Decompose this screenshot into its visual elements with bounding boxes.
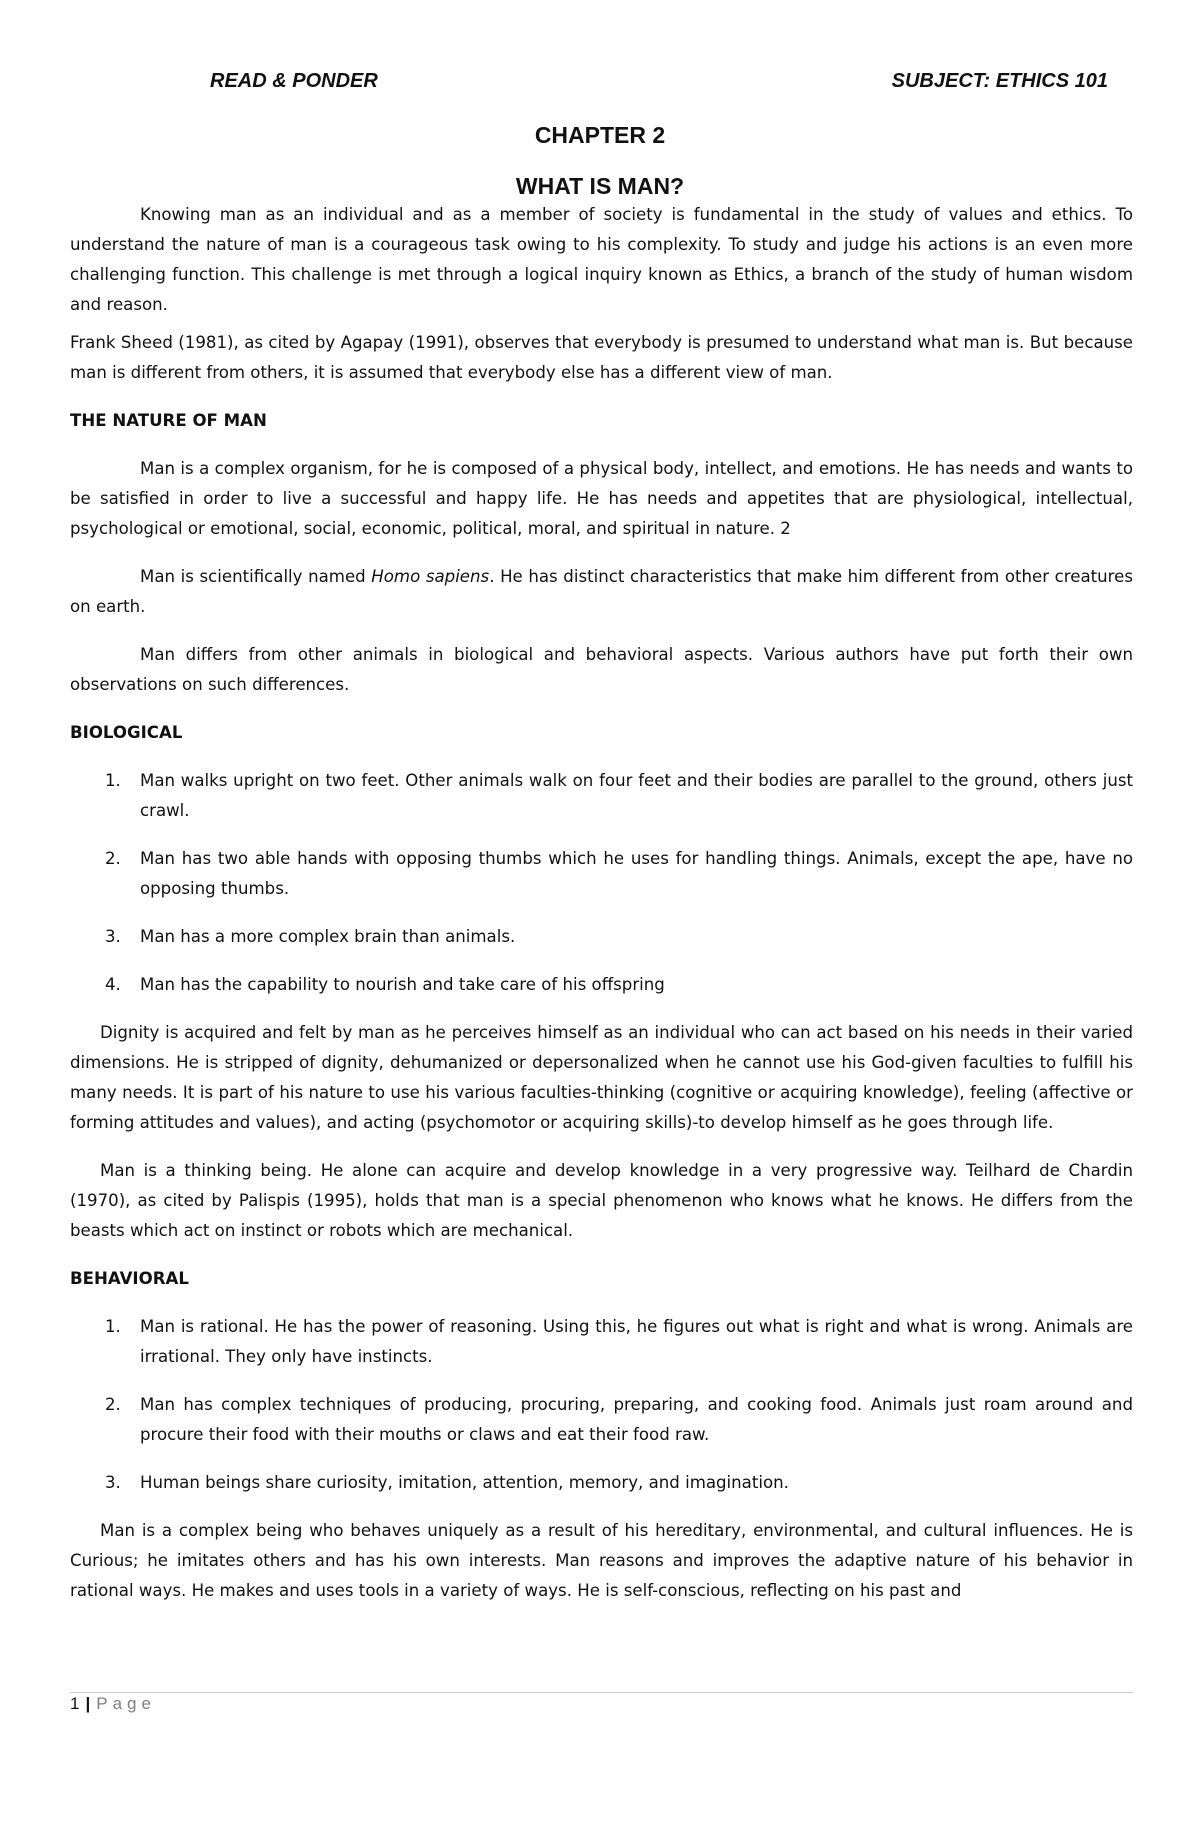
- page-label: Page: [96, 1694, 156, 1713]
- page-footer: [70, 1694, 156, 1714]
- footer-divider: [70, 1692, 1133, 1693]
- list-item: 4. Man has the capability to nourish and take care of his offspring: [70, 970, 1133, 1000]
- list-number: 1.: [105, 771, 121, 790]
- page-title: WHAT IS MAN?: [515, 173, 685, 199]
- list-item: 2. Man has two able hands with opposing thumbs which he uses for handling things. Animals, except the ape, have no opposing thumbs.: [70, 844, 1133, 904]
- list-number: 3.: [105, 927, 121, 946]
- header-left: READ & PONDER: [210, 70, 378, 92]
- nature-paragraph-2: Man is scientifically named Homo sapiens. He has distinct characteristics that make him different from other creatures on earth.: [70, 567, 1133, 616]
- list-item: 1. Man walks upright on two feet. Other animals walk on four feet and their bodies are parallel to the ground, others just crawl.: [70, 766, 1133, 826]
- list-item: 3. Human beings share curiosity, imitation, attention, memory, and imagination.: [70, 1468, 1133, 1498]
- biological-list: [70, 766, 1133, 1000]
- list-item: 2. Man has complex techniques of producing, procuring, preparing, and cooking food. Animals just roam around and procure their food with their mouths or claws and eat their food raw.: [70, 1390, 1133, 1450]
- nature-paragraph-3: Man differs from other animals in biological and behavioral aspects. Various authors have put forth their own observations on such differences.: [70, 645, 1133, 694]
- section-heading-nature: THE NATURE OF MAN: [70, 411, 267, 430]
- document-body: [70, 200, 1133, 1624]
- list-number: 3.: [105, 1473, 121, 1492]
- behavioral-paragraph-1: Man is a complex being who behaves uniquely as a result of his hereditary, environmental, and cultural influences. He is Curious; he imitates others and has his own interests. Man reasons and improves the adaptive nature of his behavior in rational ways. He makes and uses tools in a variety of ways. He is self-conscious, reflecting on his past and: [70, 1521, 1133, 1600]
- biological-paragraph-2: Man is a thinking being. He alone can acquire and develop knowledge in a very progressive way. Teilhard de Chardin (1970), as cited by Palispis (1995), holds that man is a special phenomenon who knows what he knows. He differs from the beasts which act on instinct or robots which are mechanical.: [70, 1161, 1133, 1240]
- list-item: 1. Man is rational. He has the power of reasoning. Using this, he figures out what is right and what is wrong. Animals are irrational. They only have instincts.: [70, 1312, 1133, 1372]
- section-heading-biological: BIOLOGICAL: [70, 723, 183, 742]
- page-number: 1: [70, 1694, 80, 1713]
- behavioral-list: [70, 1312, 1133, 1498]
- list-number: 2.: [105, 849, 121, 868]
- list-item: 3. Man has a more complex brain than animals.: [70, 922, 1133, 952]
- footer-separator: |: [85, 1694, 91, 1713]
- list-number: 2.: [105, 1395, 121, 1414]
- chapter-heading: CHAPTER 2: [534, 122, 666, 148]
- intro-paragraph-1: Knowing man as an individual and as a member of society is fundamental in the study of values and ethics. To understand the nature of man is a courageous task owing to his complexity. To study and judge his actions is an even more challenging function. This challenge is met through a logical inquiry known as Ethics, a branch of the study of human wisdom and reason.: [70, 205, 1133, 314]
- scientific-name: Homo sapiens: [371, 567, 490, 586]
- intro-paragraph-2: Frank Sheed (1981), as cited by Agapay (1991), observes that everybody is presumed to understand what man is. But because man is different from others, it is assumed that everybody else has a different view of man.: [70, 333, 1133, 382]
- list-number: 4.: [105, 975, 121, 994]
- nature-paragraph-1: Man is a complex organism, for he is composed of a physical body, intellect, and emotions. He has needs and wants to be satisfied in order to live a successful and happy life. He has needs and appetites that are physiological, intellectual, psychological or emotional, social, economic, political, moral, and spiritual in nature. 2: [70, 459, 1133, 538]
- biological-paragraph-1: Dignity is acquired and felt by man as he perceives himself as an individual who can act based on his needs in their varied dimensions. He is stripped of dignity, dehumanized or depersonalized when he cannot use his God-given faculties to fulfill his many needs. It is part of his nature to use his various faculties-thinking (cognitive or acquiring knowledge), feeling (affective or forming attitudes and values), and acting (psychomotor or acquiring skills)-to develop himself as he goes through life.: [70, 1023, 1133, 1132]
- section-heading-behavioral: BEHAVIORAL: [70, 1269, 189, 1288]
- list-number: 1.: [105, 1317, 121, 1336]
- header-right: SUBJECT: ETHICS 101: [891, 70, 1108, 92]
